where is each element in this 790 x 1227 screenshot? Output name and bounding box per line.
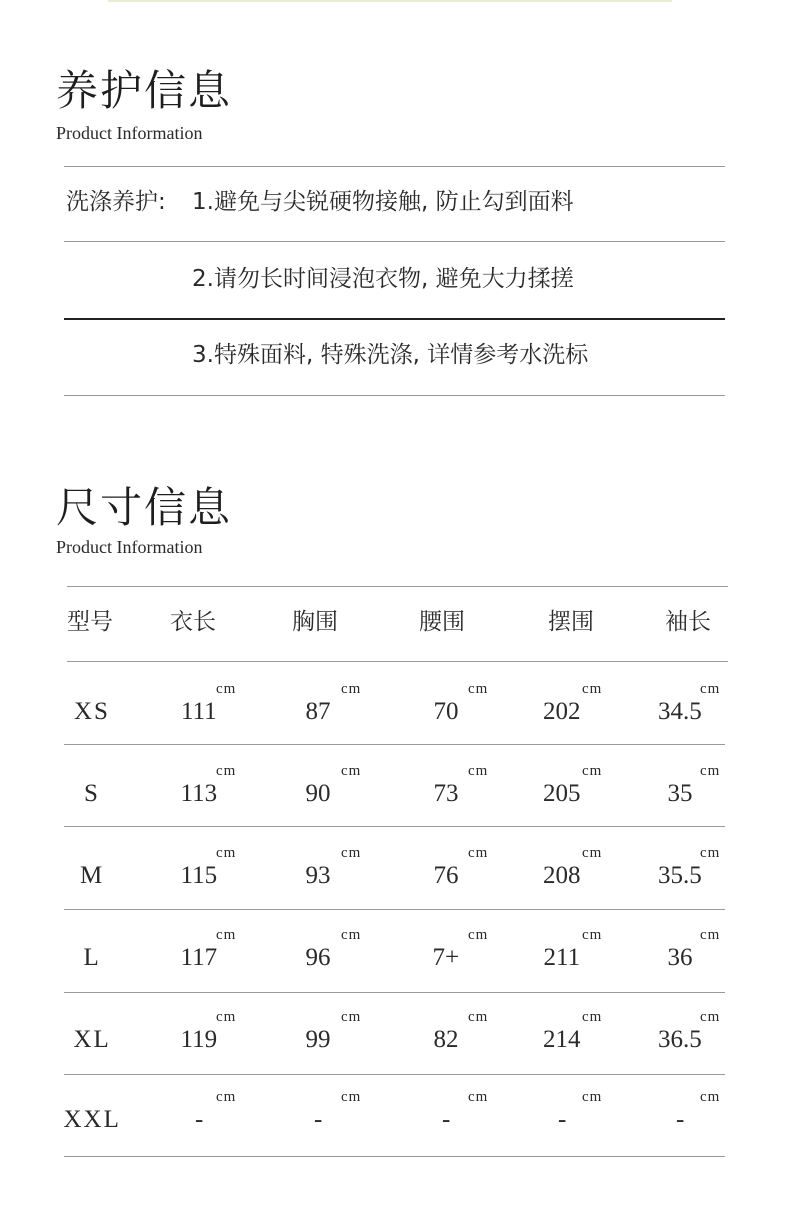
unit-label: cm xyxy=(216,927,237,943)
table-header-2: 胸围 xyxy=(292,609,338,635)
unit-label: cm xyxy=(341,927,362,943)
care-item-2: 2.请勿长时间浸泡衣物, 避免大力揉搓 xyxy=(192,266,574,292)
table-cell-value: 119 xyxy=(180,1026,218,1053)
table-header-4: 摆围 xyxy=(548,609,594,635)
table-cell-value: 111 xyxy=(181,698,217,725)
table-cell-value: 113 xyxy=(180,780,218,807)
size-table-divider xyxy=(64,1074,725,1075)
unit-label: cm xyxy=(582,763,603,779)
unit-label: cm xyxy=(341,1009,362,1025)
unit-label: cm xyxy=(582,681,603,697)
unit-label: cm xyxy=(341,681,362,697)
unit-label: cm xyxy=(700,927,721,943)
table-header-3: 腰围 xyxy=(419,609,465,635)
size-table-divider xyxy=(67,586,728,587)
size-table-divider xyxy=(64,909,725,910)
unit-label: cm xyxy=(700,1009,721,1025)
table-cell-value: 96 xyxy=(305,944,331,971)
care-item-3: 3.特殊面料, 特殊洗涤, 详情参考水洗标 xyxy=(192,342,589,368)
size-label: S xyxy=(84,780,100,807)
unit-label: cm xyxy=(582,1009,603,1025)
table-cell-value: - xyxy=(195,1106,204,1133)
care-divider xyxy=(64,241,725,242)
unit-label: cm xyxy=(216,1089,237,1105)
table-header-5: 袖长 xyxy=(665,609,711,635)
unit-label: cm xyxy=(700,681,721,697)
table-cell-value: 76 xyxy=(433,862,459,889)
table-cell-value: - xyxy=(676,1106,685,1133)
unit-label: cm xyxy=(216,845,237,861)
unit-label: cm xyxy=(216,763,237,779)
table-cell-value: 82 xyxy=(433,1026,459,1053)
unit-label: cm xyxy=(582,845,603,861)
unit-label: cm xyxy=(700,1089,721,1105)
unit-label: cm xyxy=(216,681,237,697)
care-divider xyxy=(64,395,725,396)
table-cell-value: 7+ xyxy=(432,944,460,971)
size-section-title: 尺寸信息 xyxy=(56,483,233,532)
table-cell-value: - xyxy=(558,1106,567,1133)
table-cell-value: 90 xyxy=(305,780,331,807)
table-cell-value: 93 xyxy=(305,862,331,889)
table-cell-value: 35 xyxy=(667,780,693,807)
unit-label: cm xyxy=(468,681,489,697)
table-cell-value: - xyxy=(314,1106,323,1133)
care-label: 洗涤养护: xyxy=(66,189,166,215)
unit-label: cm xyxy=(468,1089,489,1105)
table-cell-value: 211 xyxy=(543,944,581,971)
table-cell-value: 73 xyxy=(433,780,459,807)
unit-label: cm xyxy=(468,1009,489,1025)
size-table-divider xyxy=(64,826,725,827)
unit-label: cm xyxy=(341,845,362,861)
table-cell-value: 115 xyxy=(180,862,218,889)
table-header-0: 型号 xyxy=(67,609,113,635)
care-divider-strong xyxy=(64,318,725,320)
unit-label: cm xyxy=(216,1009,237,1025)
care-section-title: 养护信息 xyxy=(56,66,233,115)
size-label: XL xyxy=(73,1026,111,1053)
care-section-subtitle: Product Information xyxy=(56,123,203,143)
table-cell-value: 34.5 xyxy=(658,698,702,725)
top-divider xyxy=(108,0,672,2)
table-cell-value: 87 xyxy=(305,698,331,725)
unit-label: cm xyxy=(468,763,489,779)
size-section-subtitle: Product Information xyxy=(56,537,203,557)
unit-label: cm xyxy=(700,845,721,861)
size-table-divider xyxy=(64,744,725,745)
unit-label: cm xyxy=(341,763,362,779)
size-table-divider xyxy=(64,1156,725,1157)
table-cell-value: 205 xyxy=(543,780,581,807)
table-header-1: 衣长 xyxy=(170,609,216,635)
size-label: XXL xyxy=(63,1106,121,1133)
table-cell-value: 36.5 xyxy=(658,1026,702,1053)
size-table-divider xyxy=(64,992,725,993)
care-item-1: 1.避免与尖锐硬物接触, 防止勾到面料 xyxy=(192,189,574,215)
care-divider xyxy=(64,166,725,167)
table-cell-value: 117 xyxy=(180,944,218,971)
table-cell-value: 202 xyxy=(543,698,581,725)
unit-label: cm xyxy=(341,1089,362,1105)
unit-label: cm xyxy=(582,1089,603,1105)
table-cell-value: 208 xyxy=(543,862,581,889)
size-label: L xyxy=(83,944,101,971)
unit-label: cm xyxy=(700,763,721,779)
size-table-divider xyxy=(67,661,728,662)
unit-label: cm xyxy=(468,845,489,861)
size-label: XS xyxy=(74,698,110,725)
size-label: M xyxy=(80,862,105,889)
table-cell-value: 214 xyxy=(543,1026,581,1053)
table-cell-value: - xyxy=(442,1106,451,1133)
table-cell-value: 99 xyxy=(305,1026,331,1053)
table-cell-value: 36 xyxy=(667,944,693,971)
table-cell-value: 35.5 xyxy=(658,862,702,889)
unit-label: cm xyxy=(582,927,603,943)
table-cell-value: 70 xyxy=(433,698,459,725)
unit-label: cm xyxy=(468,927,489,943)
